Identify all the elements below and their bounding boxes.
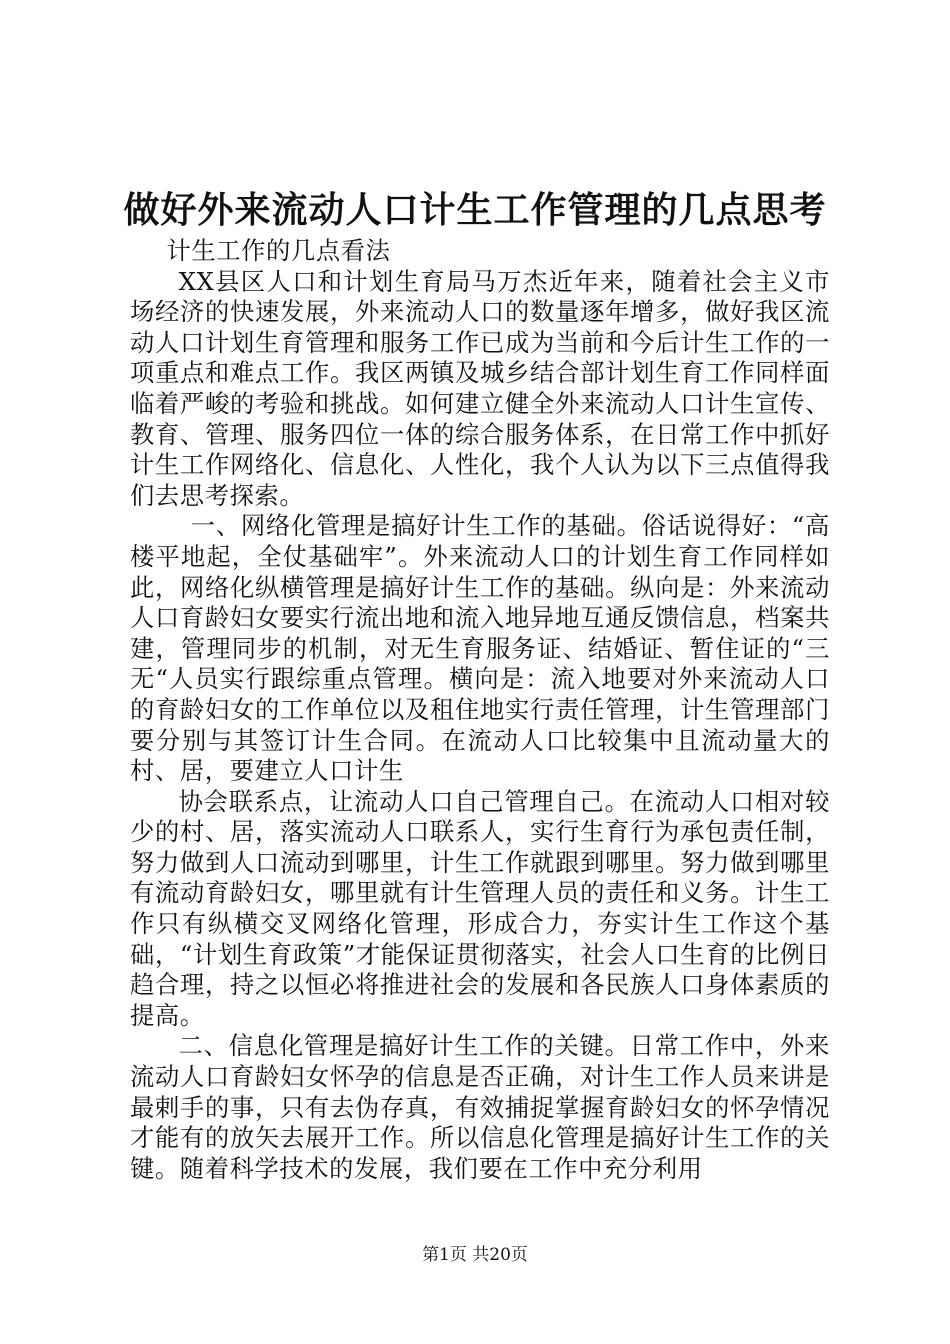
page-number-footer: 第1页 共20页 xyxy=(422,1245,528,1265)
paragraph-section-1: 一、网络化管理是搞好计生工作的基础。俗话说得好：“高楼平地起，全仗基础牢”。外来流动人口的计划生育工作同样如此，网络化纵横管理是搞好计生工作的基础。纵向是：外来流动人口育龄妇女要实行流出地和流入地异地互通反馈信息，档案共建，管理同步的机制，对无生育服务证、结婚证、暂住证的“三无“人员实行跟综重点管理。横向是：流入地要对外来流动人口的育龄妇女的工作单位以及租住地实行责任管理，计生管理部门要分别与其签订计生合同。在流动人口比较集中且流动量大的村、居，要建立人口计生 xyxy=(130,511,830,786)
document-title: 做好外来流动人口计生工作管理的几点思考 xyxy=(123,189,827,231)
paragraph-section-1-continued: 协会联系点，让流动人口自己管理自己。在流动人口相对较少的村、居，落实流动人口联系人，实行生育行为承包责任制，努力做到人口流动到哪里，计生工作就跟到哪里。努力做到哪里有流动育龄妇女，哪里就有计生管理人员的责任和义务。计生工作只有纵横交叉网络化管理，形成合力，夯实计生工作这个基础，“计划生育政策”才能保证贯彻落实，社会人口生育的比例日趋合理，持之以恒必将推进社会的发展和各民族人口身体素质的提高。 xyxy=(130,786,830,1030)
document-body xyxy=(130,236,830,1184)
paragraph-section-2: 二、信息化管理是搞好计生工作的关键。日常工作中，外来流动人口育龄妇女怀孕的信息是否正确，对计生工作人员来讲是最剌手的事，只有去伪存真，有效捕捉掌握育龄妇女的怀孕情况才能有的放矢去展开工作。所以信息化管理是搞好计生工作的关键。随着科学技术的发展，我们要在工作中充分利用 xyxy=(130,1031,830,1183)
paragraph-intro: XX县区人口和计划生育局马万杰近年来，随着社会主义市场经济的快速发展，外来流动人口的数量逐年增多，做好我区流动人口计划生育管理和服务工作已成为当前和今后计生工作的一项重点和难点工作。我区两镇及城乡结合部计划生育工作同样面临着严峻的考验和挑战。如何建立健全外来流动人口计生宣传、教育、管理、服务四位一体的综合服务体系，在日常工作中抓好计生工作网络化、信息化、人性化，我个人认为以下三点值得我们去思考探索。 xyxy=(130,266,830,510)
paragraph-subtitle: 计生工作的几点看法 xyxy=(166,236,391,265)
